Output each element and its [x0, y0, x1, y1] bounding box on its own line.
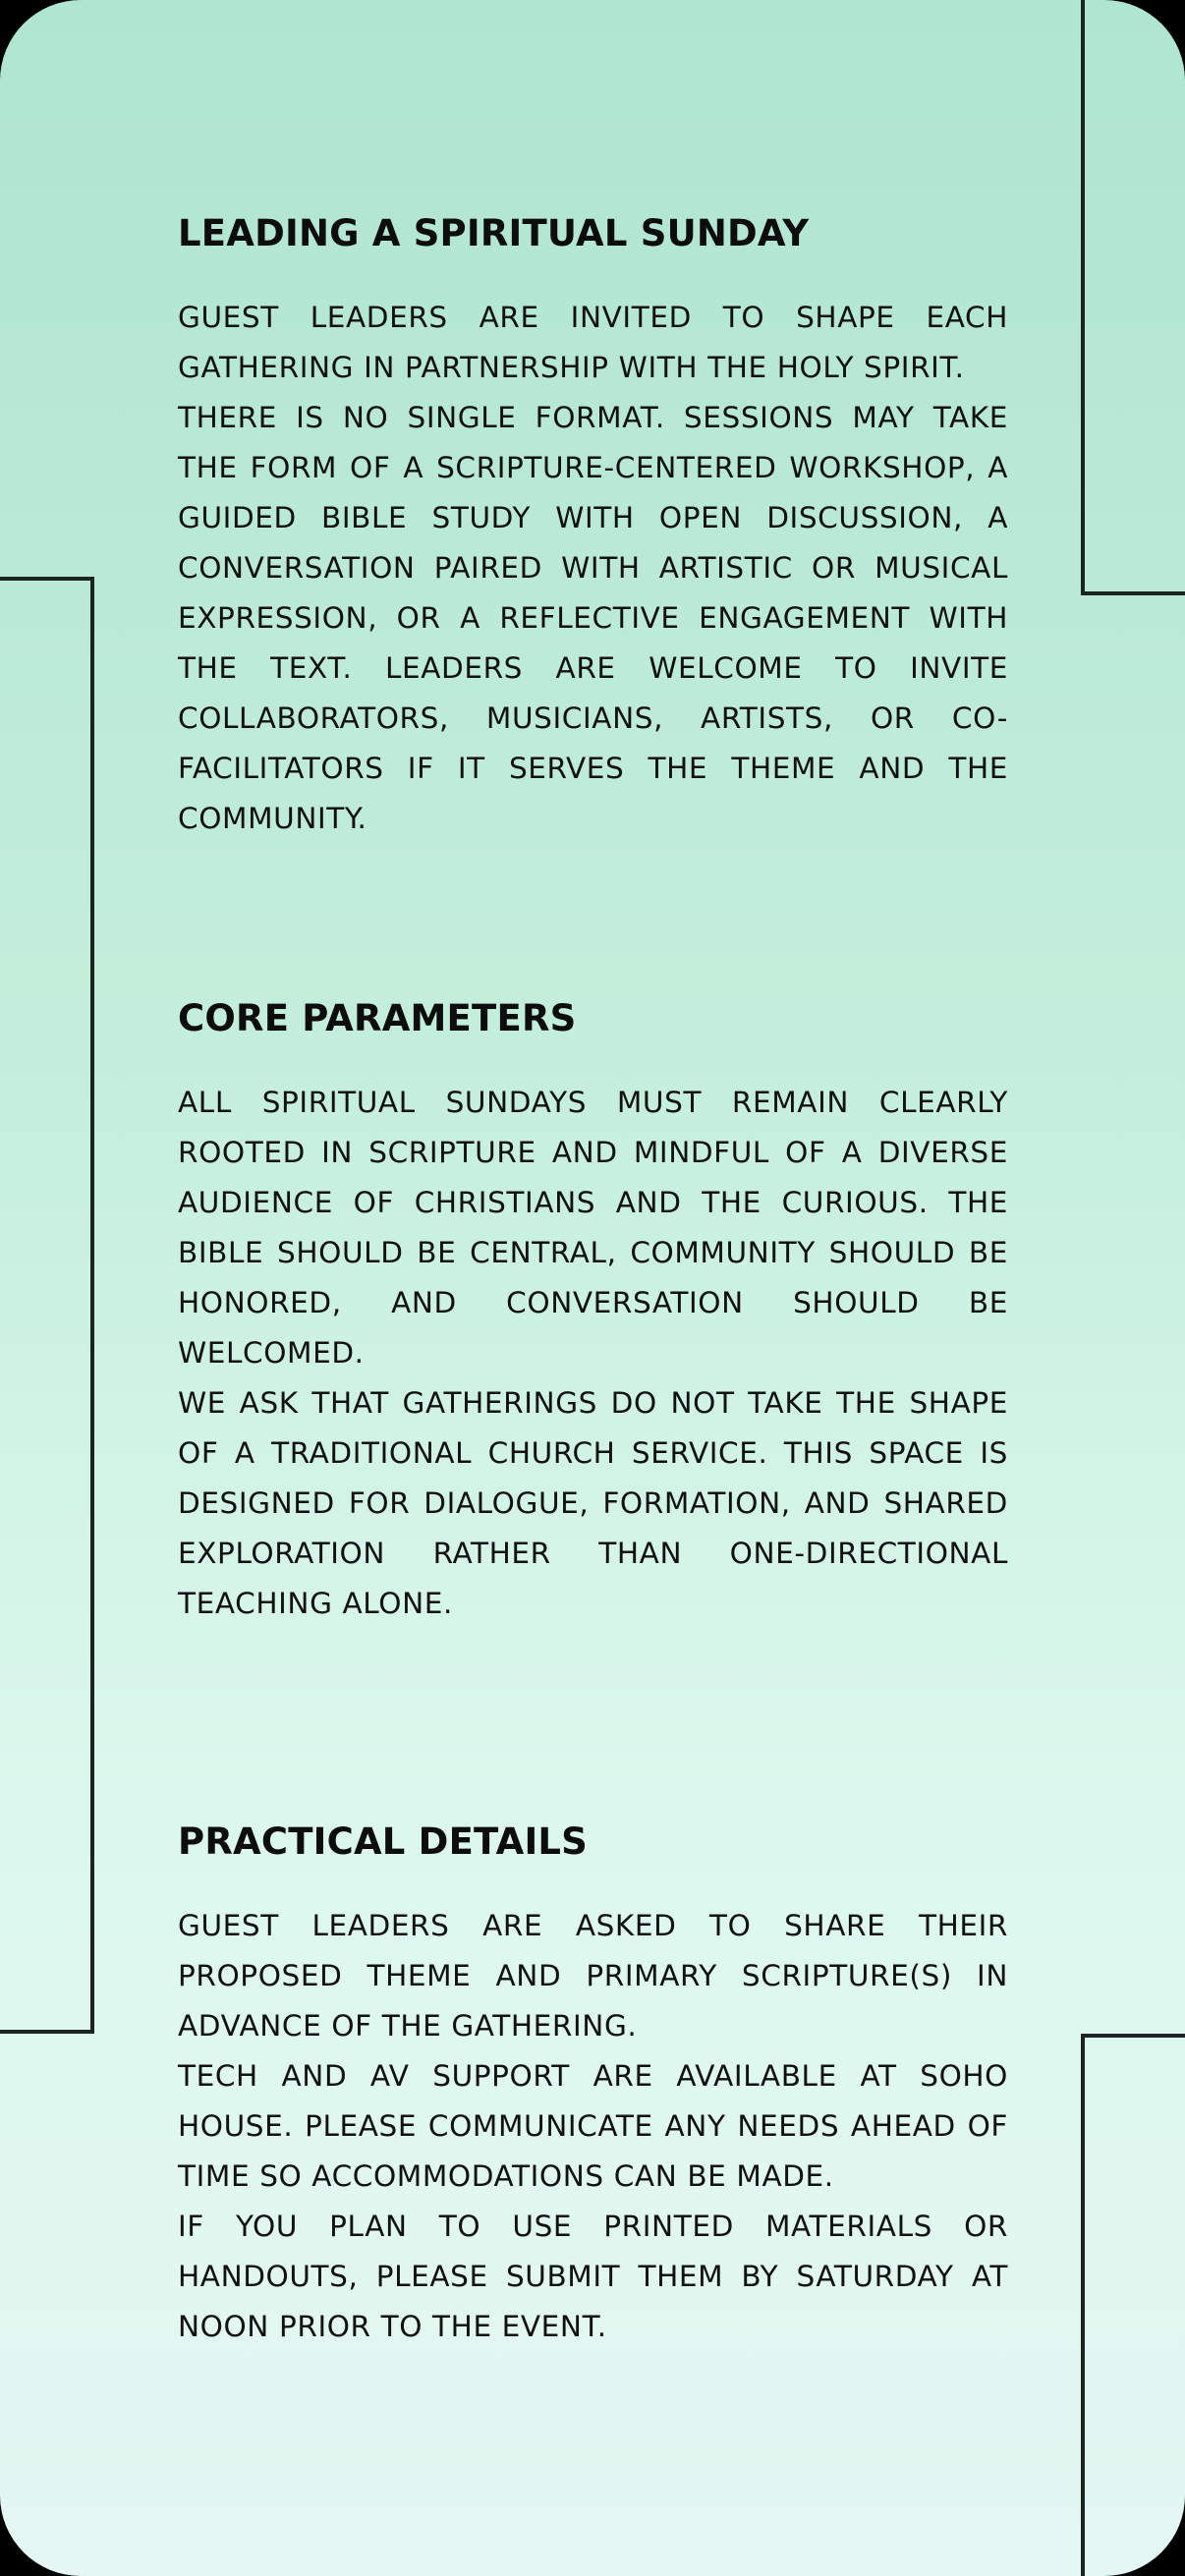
section-body: [178, 293, 1008, 844]
paragraph: GUEST LEADERS ARE INVITED TO SHAPE EACH GATHERING IN PARTNERSHIP WITH THE HOLY SPIRIT.: [178, 301, 1008, 384]
section-heading: CORE PARAMETERS: [178, 997, 577, 1039]
paragraph: WE ASK THAT GATHERINGS DO NOT TAKE THE SHAPE OF A TRADITIONAL CHURCH SERVICE. THIS SPACE IS DESIGNED FOR DIALOGUE, FORMATION, AND SHARED EXPLORATION RATHER THAN ONE-DIRECTIONAL TEACHING ALONE.: [178, 1386, 1008, 1620]
paragraph: IF YOU PLAN TO USE PRINTED MATERIALS OR HANDOUTS, PLEASE SUBMIT THEM BY SATURDAY AT NOON PRIOR TO THE EVENT.: [178, 2210, 1008, 2343]
section-heading: LEADING A SPIRITUAL SUNDAY: [178, 212, 810, 254]
paragraph: THERE IS NO SINGLE FORMAT. SESSIONS MAY TAKE THE FORM OF A SCRIPTURE-CENTERED WORKSHOP, A GUIDED BIBLE STUDY WITH OPEN DISCUSSION, A CONVERSATION PAIRED WITH ARTISTIC OR MUSICAL EXPRESSION, OR A REFLECTIVE ENGAGEMENT WITH THE TEXT. LEADERS ARE WELCOME TO INVITE COLLABORATORS, MUSICIANS, ARTISTS, OR CO-FACILITATORS IF IT SERVES THE THEME AND THE COMMUNITY.: [178, 401, 1008, 835]
decor-line-top-right-horizontal: [1081, 591, 1185, 595]
section-body: [178, 1078, 1008, 1629]
section-core-parameters: [178, 997, 1008, 1629]
paragraph: GUEST LEADERS ARE ASKED TO SHARE THEIR PROPOSED THEME AND PRIMARY SCRIPTURE(S) IN ADVANCE OF THE GATHERING.: [178, 1909, 1008, 2043]
decor-line-left-bottom-horizontal: [0, 2030, 94, 2034]
decor-line-bottom-right-vertical: [1081, 2034, 1085, 2576]
paragraph: ALL SPIRITUAL SUNDAYS MUST REMAIN CLEARLY ROOTED IN SCRIPTURE AND MINDFUL OF A DIVERSE AUDIENCE OF CHRISTIANS AND THE CURIOUS. THE BIBLE SHOULD BE CENTRAL, COMMUNITY SHOULD BE HONORED, AND CONVERSATION SHOULD BE WELCOMED.: [178, 1086, 1008, 1370]
decor-line-bottom-right-horizontal: [1081, 2034, 1185, 2038]
section-body: [178, 1901, 1008, 2352]
section-heading: PRACTICAL DETAILS: [178, 1820, 589, 1863]
paragraph: TECH AND AV SUPPORT ARE AVAILABLE AT SOHO HOUSE. PLEASE COMMUNICATE ANY NEEDS AHEAD OF TIME SO ACCOMMODATIONS CAN BE MADE.: [178, 2059, 1008, 2193]
section-leading-a-spiritual-sunday: [178, 212, 1008, 844]
decor-line-top-right-vertical: [1081, 0, 1085, 595]
decor-line-left-vertical: [90, 577, 94, 2034]
decor-line-left-top-horizontal: [0, 577, 94, 581]
section-practical-details: [178, 1820, 1008, 2352]
